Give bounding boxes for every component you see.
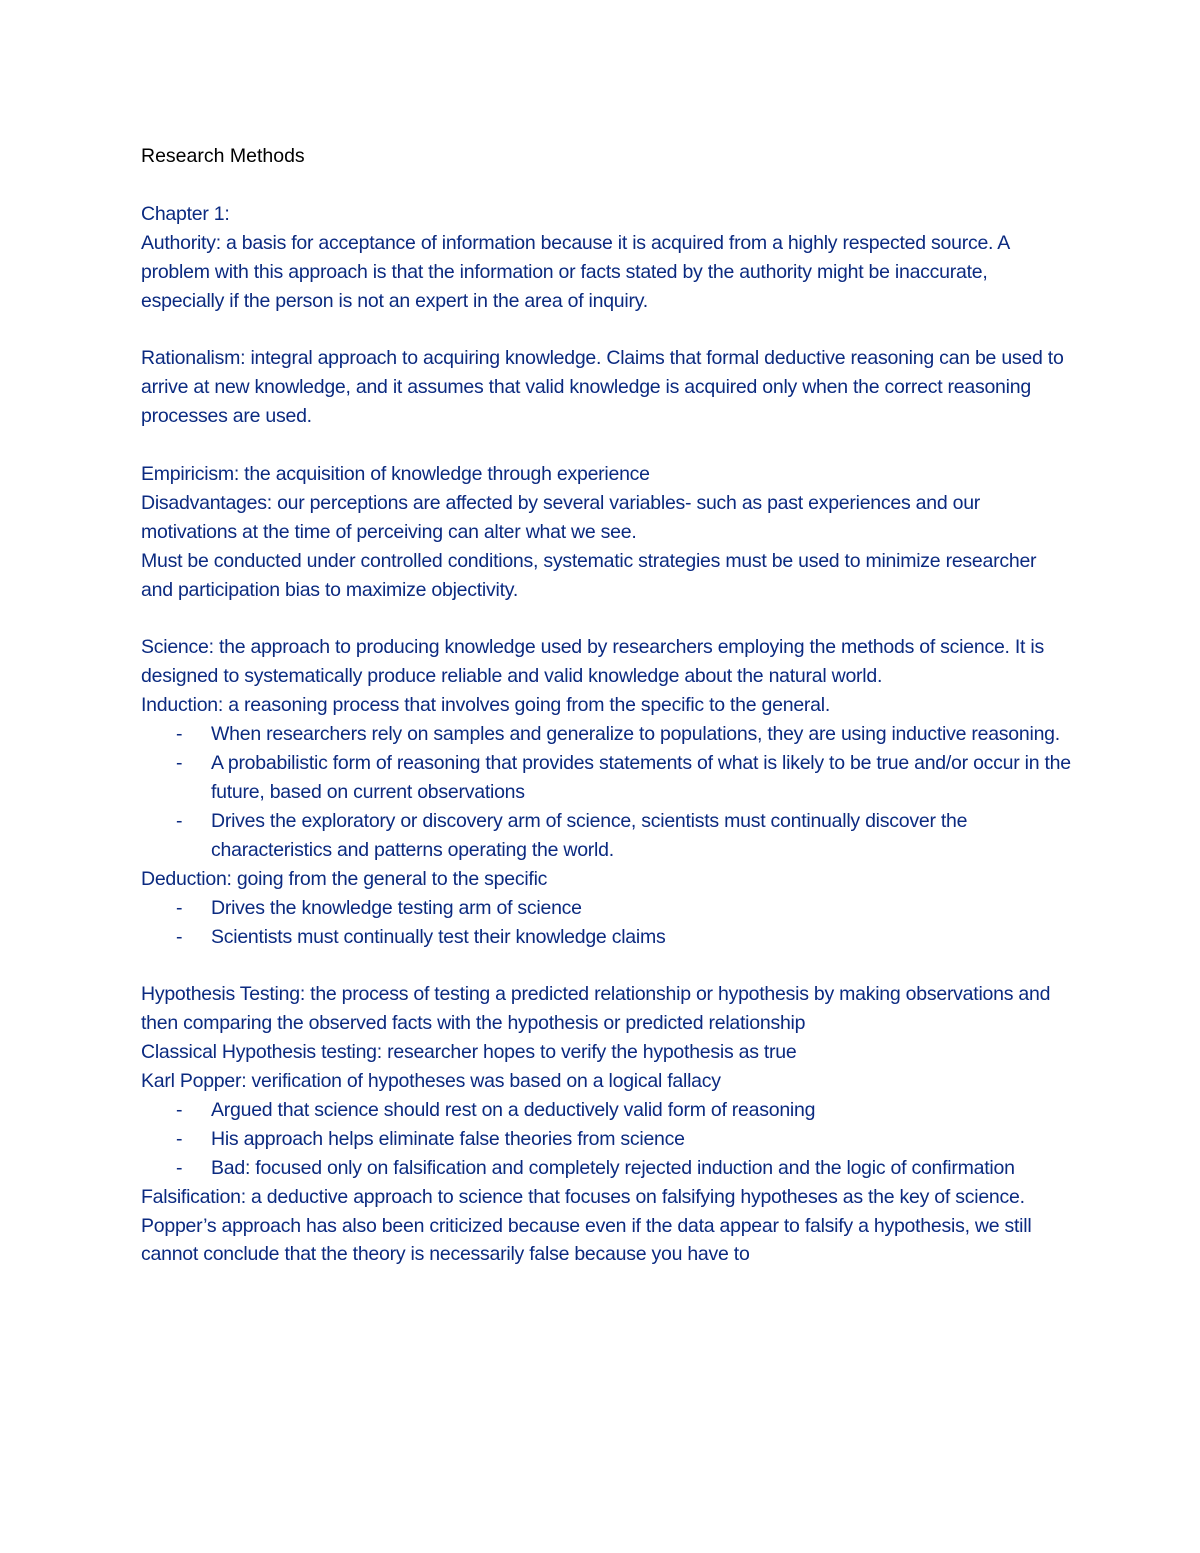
spacer	[141, 951, 1071, 980]
empiricism-definition: Empiricism: the acquisition of knowledge through experience	[141, 463, 650, 486]
deduction-definition: Deduction: going from the general to the specific	[141, 867, 548, 890]
spacer	[141, 431, 1071, 460]
induction-bullet-list	[141, 720, 1071, 865]
document-content	[141, 142, 1071, 1269]
empiricism-conditions: Must be conducted under controlled conditions, systematic strategies must be used to minimize researcher and participation bias to maximize objectivity.	[141, 549, 1037, 601]
list-item: - A probabilistic form of reasoning that provides statements of what is likely to be true and/or occur in the future, based on current observations	[141, 749, 1071, 807]
falsification-definition: Falsification: a deductive approach to science that focuses on falsifying hypotheses as the key of science.	[141, 1185, 1025, 1208]
list-item: - When researchers rely on samples and generalize to populations, they are using inductive reasoning.	[141, 720, 1071, 749]
list-item: - Bad: focused only on falsification and completely rejected induction and the logic of confirmation	[141, 1154, 1071, 1183]
document-body	[141, 200, 1071, 1269]
science-definition: Science: the approach to producing knowledge used by researchers employing the methods of science. It is designed to systematically produce reliable and valid knowledge about the natural world.	[141, 636, 1044, 688]
authority-paragraph: Authority: a basis for acceptance of information because it is acquired from a highly respected source. A problem with this approach is that the information or facts stated by the authority might be inaccurate, especially if the person is not an expert in the area of inquiry.	[141, 231, 1009, 312]
rationalism-paragraph: Rationalism: integral approach to acquiring knowledge. Claims that formal deductive reasoning can be used to arrive at new knowledge, and it assumes that valid knowledge is acquired only when the correct reasoning processes are used.	[141, 347, 1064, 428]
list-item: - Scientists must continually test their knowledge claims	[141, 923, 1071, 952]
list-item: - Drives the exploratory or discovery arm of science, scientists must continually discover the characteristics and patterns operating the world.	[141, 807, 1071, 865]
list-item: - Drives the knowledge testing arm of science	[141, 894, 1071, 923]
empiricism-disadvantages: Disadvantages: our perceptions are affected by several variables- such as past experiences and our motivations at the time of perceiving can alter what we see.	[141, 491, 981, 543]
list-item: - His approach helps eliminate false theories from science	[141, 1125, 1071, 1154]
chapter-heading: Chapter 1:	[141, 202, 230, 225]
list-item: - Argued that science should rest on a deductively valid form of reasoning	[141, 1096, 1071, 1125]
hypothesis-testing-definition: Hypothesis Testing: the process of testing a predicted relationship or hypothesis by making observations and then comparing the observed facts with the hypothesis or predicted relationship	[141, 983, 1051, 1035]
spacer	[141, 171, 1071, 200]
spacer	[141, 316, 1071, 345]
classical-hypothesis-testing: Classical Hypothesis testing: researcher hopes to verify the hypothesis as true	[141, 1041, 797, 1064]
karl-popper-paragraph: Karl Popper: verification of hypotheses was based on a logical fallacy	[141, 1070, 721, 1093]
spacer	[141, 605, 1071, 634]
induction-definition: Induction: a reasoning process that involves going from the specific to the general.	[141, 694, 830, 717]
deduction-bullet-list	[141, 894, 1071, 952]
popper-criticism-paragraph: Popper’s approach has also been criticized because even if the data appear to falsify a hypothesis, we still cannot conclude that the theory is necessarily false because you have to	[141, 1214, 1032, 1266]
popper-bullet-list	[141, 1096, 1071, 1183]
document-title: Research Methods	[141, 145, 305, 167]
